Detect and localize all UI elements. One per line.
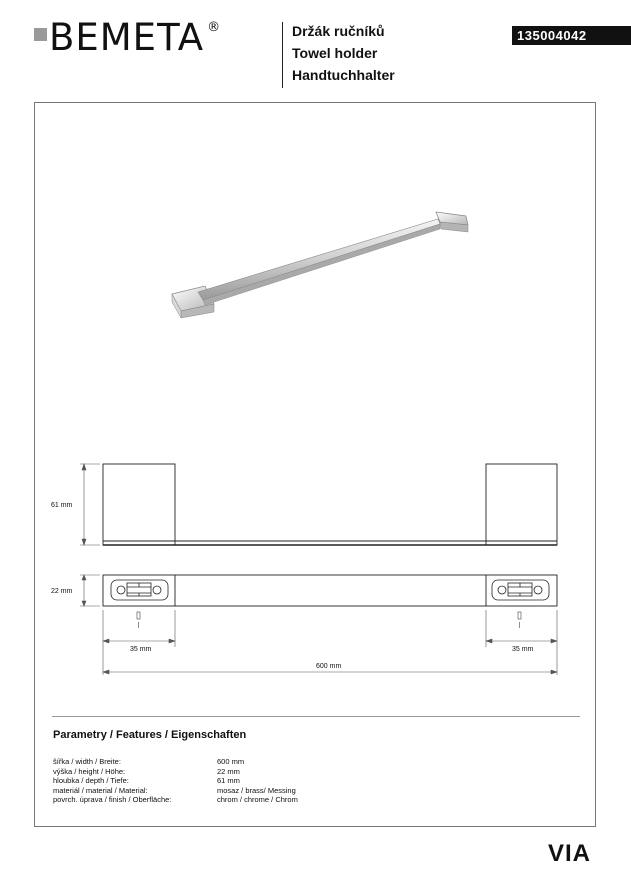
series-name: VIA <box>548 840 592 867</box>
param-label-material: materiál / material / Material: <box>53 785 148 795</box>
product-title-de: Handtuchhalter <box>292 67 395 83</box>
offset-dimension-right <box>486 610 557 675</box>
param-label-finish: povrch. úprava / finish / Oberfläche: <box>53 795 172 805</box>
parameters-heading: Parametry / Features / Eigenschaften <box>53 729 247 741</box>
param-value-finish: chrom / chrome / Chrom <box>217 795 298 805</box>
param-value-depth: 61 mm <box>217 776 240 786</box>
left-offset-label: 35 mm <box>130 646 152 653</box>
height-dimension-label: 61 mm <box>51 502 73 509</box>
product-code-badge: 135004042 <box>512 26 631 45</box>
mounting-plate-right <box>492 580 549 600</box>
front-view-drawing <box>103 464 557 545</box>
param-value-material: mosaz / brass/ Messing <box>217 785 296 795</box>
parameters-labels <box>53 757 171 805</box>
registered-mark: ® <box>207 20 221 35</box>
width-dimension-label: 600 mm <box>316 663 342 670</box>
param-value-height: 22 mm <box>217 766 240 776</box>
product-title-cs: Držák ručníků <box>292 23 385 39</box>
screw-markers <box>137 612 521 628</box>
height-dimension <box>80 464 100 545</box>
depth-dimension-label: 22 mm <box>51 588 73 595</box>
param-label-depth: hloubka / depth / Tiefe: <box>53 776 129 786</box>
mounting-plate-left <box>111 580 168 600</box>
product-title-en: Towel holder <box>292 45 378 61</box>
param-label-height: výška / height / Höhe: <box>53 766 126 776</box>
width-dimension <box>103 647 557 675</box>
parameters-divider <box>52 716 580 717</box>
brand-name: BEMETA <box>49 16 205 59</box>
product-render-image <box>172 212 468 318</box>
offset-dimension-left <box>103 610 175 647</box>
right-offset-label: 35 mm <box>512 646 534 653</box>
parameters-values <box>217 757 298 805</box>
param-label-width: šířka / width / Breite: <box>53 757 121 766</box>
depth-dimension <box>80 575 100 606</box>
top-view-drawing <box>103 575 557 606</box>
param-value-width: 600 mm <box>217 757 245 766</box>
